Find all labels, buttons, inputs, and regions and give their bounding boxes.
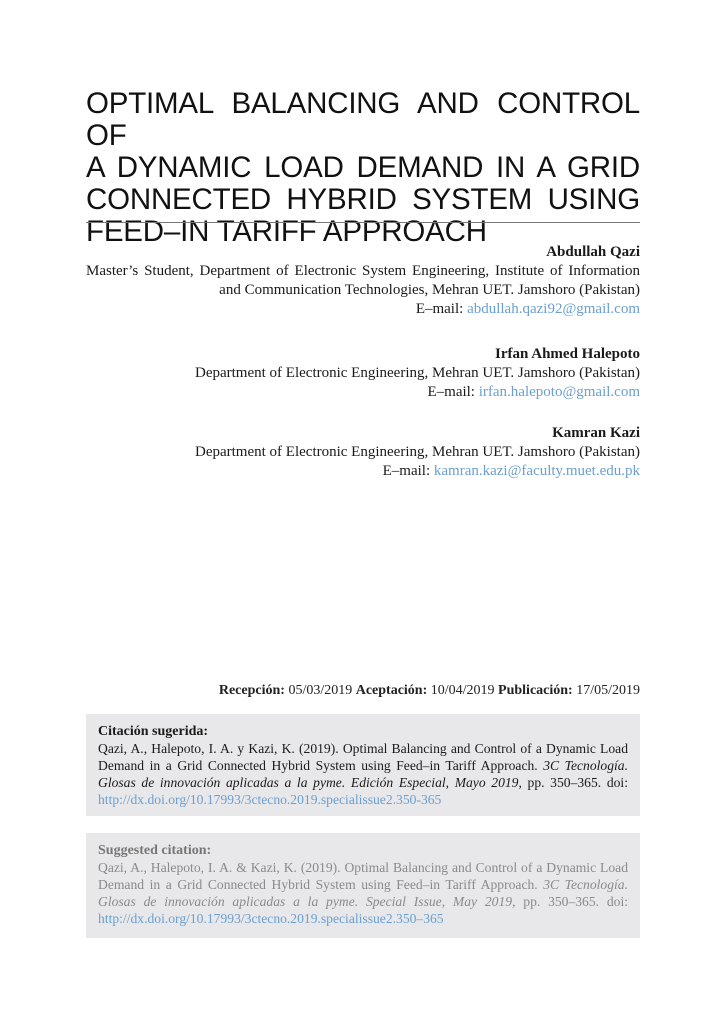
title-line-4: FEED–IN TARIFF APPROACH — [86, 215, 487, 248]
doi-link[interactable]: http://dx.doi.org/10.17993/3ctecno.2019.specialissue2.350–365 — [98, 911, 444, 926]
citation-text: Qazi, A., Halepoto, I. A. y Kazi, K. (2019). Optimal Balancing and Control of a Dynamic Load Demand in a Grid Connected Hybrid System using Feed–in Tariff Approach. — [98, 741, 628, 773]
title-line-3: CONNECTED HYBRID SYSTEM USING — [86, 183, 640, 216]
publication-date: 17/05/2019 — [576, 683, 640, 698]
author-email-link[interactable]: irfan.halepoto@gmail.com — [478, 384, 640, 400]
publication-dates — [86, 683, 640, 699]
publication-label: Publicación: — [498, 683, 573, 698]
title-line-1: OPTIMAL BALANCING AND CONTROL OF — [86, 87, 640, 152]
citation-heading: Suggested citation: — [98, 843, 212, 858]
email-label: E–mail: — [382, 463, 434, 479]
title-line-2: A DYNAMIC LOAD DEMAND IN A GRID — [86, 151, 640, 184]
email-label: E–mail: — [427, 384, 479, 400]
citation-journal: 3C Tecnología. Glosas de innovación aplicadas a la pyme. Edición Especial, Mayo 2019 — [98, 758, 628, 790]
paper-title — [86, 88, 640, 248]
reception-date: 05/03/2019 — [288, 683, 353, 698]
paper-first-page — [86, 0, 640, 1024]
email-label: E–mail: — [415, 301, 468, 317]
citation-heading: Citación sugerida: — [98, 724, 209, 739]
citation-pages: , pp. 350–365. — [518, 775, 602, 790]
citation-box-english — [86, 833, 640, 938]
acceptance-label: Aceptación: — [355, 683, 428, 698]
author-block-2 — [86, 345, 640, 402]
author-name: Kamran Kazi — [552, 425, 640, 441]
author-email-link[interactable]: abdullah.qazi92@gmail.com — [467, 301, 640, 317]
author-affiliation: Department of Electronic Engineering, Mehran UET. Jamshoro (Pakistan) — [195, 365, 640, 381]
doi-link[interactable]: http://dx.doi.org/10.17993/3ctecno.2019.specialissue2.350-365 — [98, 792, 442, 807]
acceptance-date: 10/04/2019 — [430, 683, 495, 698]
author-name: Abdullah Qazi — [546, 244, 640, 260]
author-name: Irfan Ahmed Halepoto — [494, 346, 640, 362]
citation-text: Qazi, A., Halepoto, I. A. & Kazi, K. (2019). Optimal Balancing and Control of a Dynamic Load Demand in a Grid Connected Hybrid System using Feed–in Tariff Approach. — [98, 860, 628, 892]
author-email-link[interactable]: kamran.kazi@faculty.muet.edu.pk — [433, 463, 640, 479]
author-email-line — [86, 300, 640, 319]
doi-label: doi: — [606, 894, 628, 909]
citation-journal: 3C Tecnología. Glosas de innovación aplicadas a la pyme. Special Issue, May 2019 — [98, 877, 628, 909]
author-block-1 — [86, 243, 640, 319]
author-affiliation: Master’s Student, Department of Electronic System Engineering, Institute of Information and Communication Technologies, Mehran UET. Jamshoro (Pakistan) — [86, 263, 640, 298]
author-affiliation: Department of Electronic Engineering, Mehran UET. Jamshoro (Pakistan) — [195, 444, 640, 460]
author-email-line — [86, 462, 640, 481]
author-email-line — [86, 383, 640, 402]
reception-label: Recepción: — [218, 683, 285, 698]
title-divider — [86, 222, 640, 223]
citation-pages: , pp. 350–365. — [512, 894, 607, 909]
doi-label: doi: — [606, 775, 628, 790]
citation-box-spanish — [86, 714, 640, 816]
author-block-3 — [86, 424, 640, 481]
